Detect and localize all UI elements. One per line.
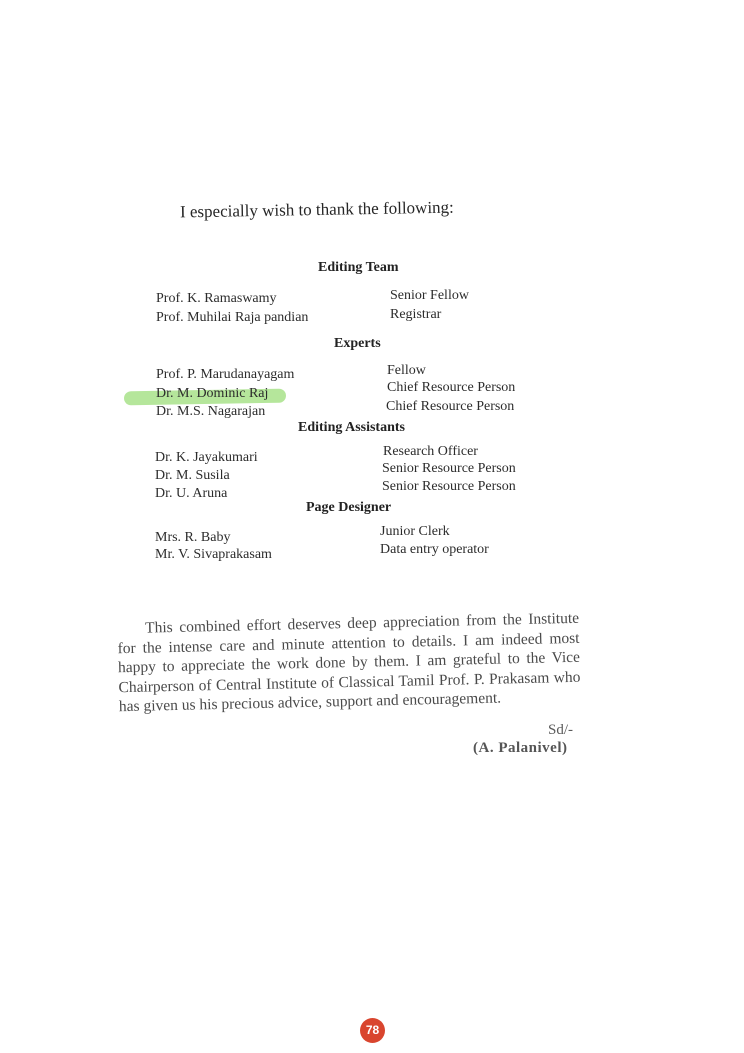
member-role: Senior Fellow bbox=[390, 288, 469, 303]
acknowledgement-paragraph bbox=[117, 609, 581, 717]
member-role: Chief Resource Person bbox=[386, 399, 515, 414]
member-name: Prof. Muhilai Raja pandian bbox=[156, 310, 309, 325]
section-title-experts: Experts bbox=[334, 336, 381, 351]
paragraph-text: This combined effort deserves deep appreciation from the Institute for the intense care and minute attention to details. I am indeed most happy to appreciate the work done by them. I am grateful to the Vice Chairperson of Central Institute of Classical Tamil Prof. P. Prakasam who has given us his precious advice, support and encouragement. bbox=[117, 609, 581, 716]
member-role: Fellow bbox=[387, 363, 426, 378]
page-number-badge: 78 bbox=[360, 1018, 385, 1043]
section-title-page-designer: Page Designer bbox=[306, 500, 392, 515]
member-name: Prof. P. Marudanayagam bbox=[156, 367, 295, 382]
member-name: Dr. U. Aruna bbox=[155, 486, 228, 501]
signatory-name: (A. Palanivel) bbox=[473, 740, 568, 756]
member-role: Senior Resource Person bbox=[382, 461, 516, 476]
member-role: Chief Resource Person bbox=[387, 380, 516, 395]
member-role: Registrar bbox=[390, 307, 442, 322]
member-role: Research Officer bbox=[383, 444, 478, 459]
member-name: Mrs. R. Baby bbox=[155, 530, 231, 545]
signoff: Sd/- bbox=[548, 722, 574, 738]
member-name: Dr. M. Susila bbox=[155, 468, 230, 483]
member-name: Dr. M.S. Nagarajan bbox=[156, 404, 266, 419]
member-name-highlighted: Dr. M. Dominic Raj bbox=[156, 386, 269, 401]
member-name: Mr. V. Sivaprakasam bbox=[155, 547, 272, 562]
member-role: Data entry operator bbox=[380, 542, 489, 557]
member-role: Junior Clerk bbox=[380, 524, 450, 539]
section-title-editing-team: Editing Team bbox=[318, 260, 399, 275]
member-name: Dr. K. Jayakumari bbox=[155, 450, 258, 465]
member-role: Senior Resource Person bbox=[382, 479, 516, 494]
intro-heading: I especially wish to thank the following: bbox=[179, 197, 454, 222]
section-title-editing-assistants: Editing Assistants bbox=[298, 420, 405, 435]
member-name: Prof. K. Ramaswamy bbox=[156, 291, 277, 306]
